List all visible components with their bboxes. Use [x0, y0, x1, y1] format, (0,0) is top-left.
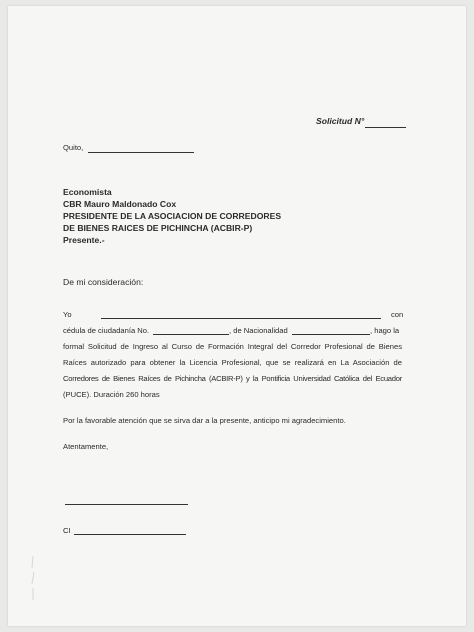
greeting: De mi consideración: [63, 277, 144, 287]
solicitud-label: Solicitud N° [316, 116, 365, 126]
recipient-presente: Presente.- [63, 235, 105, 245]
con-label: con [391, 310, 404, 319]
hago-label: , hago la [370, 326, 400, 335]
nacionalidad-line [292, 334, 370, 335]
document-page [8, 6, 466, 626]
place-label: Quito, [63, 143, 84, 152]
margin-scribble-icon [26, 554, 40, 604]
body-line-6: (PUCE). Duración 260 horas [63, 390, 160, 399]
body-line-4: Raíces autorizado para obtener la Licencia Profesional, que se realizará en La Asociación de [63, 358, 402, 367]
solicitud-number-line [365, 127, 406, 128]
ci-line [74, 534, 186, 535]
recipient-name: CBR Mauro Maldonado Cox [63, 199, 177, 209]
nacionalidad-label: , de Nacionalidad [229, 326, 288, 335]
recipient-organization: DE BIENES RAICES DE PICHINCHA (ACBIR-P) [63, 223, 253, 233]
date-line [88, 152, 194, 153]
name-line [101, 318, 381, 319]
yo-label: Yo [63, 310, 72, 319]
closing-sentence: Por la favorable atención que se sirva dar a la presente, anticipo mi agradecimiento. [63, 416, 346, 425]
ci-label: CI [63, 526, 71, 535]
body-line-5: Corredores de Bienes Raíces de Pichincha (ACBIR-P) y la Pontificia Universidad Católica del Ecuador [63, 374, 402, 383]
farewell: Atentamente, [63, 442, 109, 451]
signature-line [65, 504, 188, 505]
recipient-title: Economista [63, 187, 112, 197]
cedula-label: cédula de ciudadanía No. [63, 326, 150, 335]
recipient-position: PRESIDENTE DE LA ASOCIACION DE CORREDORES [63, 211, 282, 221]
cedula-line [153, 334, 229, 335]
body-line-3: formal Solicitud de Ingreso al Curso de Formación Integral del Corredor Profesional de Bienes [63, 342, 402, 351]
